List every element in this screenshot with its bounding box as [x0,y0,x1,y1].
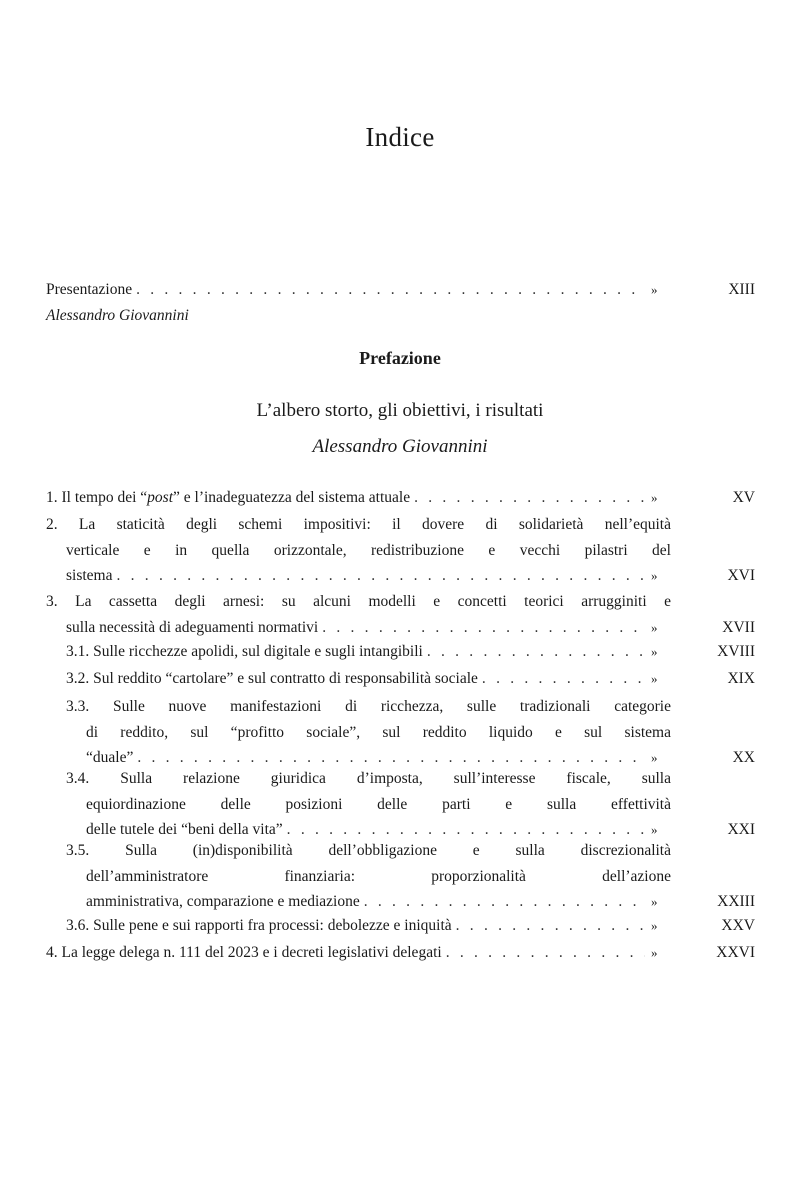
page-marker: » [651,282,658,297]
toc-entry-4[interactable] [46,940,755,966]
toc-entry-label: 4. La legge delega n. 111 del 2023 e i decreti legislativi delegati [46,944,442,961]
leader-dots [322,615,645,641]
toc-entry-label: sulla necessità di adeguamenti normativi [66,618,319,636]
toc-entry-label: 1. Il tempo dei “post” e l’inadeguatezza del sistema attuale [46,489,411,506]
toc-entry-line: verticale e in quella orizzontale, redistribuzione e vecchi pilastri del [66,541,671,559]
leader-dots [427,639,645,665]
page-marker: » [651,918,658,933]
page-marker: » [651,619,658,635]
toc-entry-label: 3.1. Sulle ricchezze apolidi, sul digitale e sugli intangibili [66,643,423,660]
page-number: XVIII [717,643,755,660]
page-number: XVI [727,567,755,584]
page-marker: » [651,568,658,583]
page-number: XXI [727,821,755,838]
page-marker: » [651,750,658,765]
page-number: XXVI [716,944,755,961]
page-number: XIX [727,670,755,687]
page-marker: » [651,490,658,505]
toc-entry-3[interactable] [46,589,755,640]
page-number: XXV [721,917,755,934]
page-number: XV [732,489,755,506]
page-number: XX [732,749,755,766]
toc-entry-line: 3.4. Sulla relazione giuridica d’imposta, sull’interesse fiscale, sulla [66,770,671,787]
essay-author: Alessandro Giovannini [312,436,488,457]
page-marker: » [651,894,658,909]
toc-entry-line: equiordinazione delle posizioni delle parti e sulla effettività [86,795,671,813]
toc-entry-label: 3.6. Sulle pene e sui rapporti fra processi: debolezze e iniquità [66,917,452,934]
toc-entry-line: 3.3. Sulle nuove manifestazioni di ricchezza, sulle tradizionali categorie [66,698,671,715]
toc-entry-3-6[interactable] [66,913,755,939]
toc-entry-label: Presentazione [46,281,133,298]
toc-entry-line: 2. La staticità degli schemi impositivi: il dovere di solidarietà nell’equità [46,516,671,533]
toc-entry-3-5[interactable] [66,838,755,915]
page-marker: » [651,671,658,686]
toc-entry-3-3[interactable] [66,694,755,771]
page-number: XIII [728,281,755,298]
page-number: XXIII [717,893,755,910]
toc-entry-line: 3.5. Sulla (in)disponibilità dell’obbligazione e sulla discrezionalità [66,842,671,859]
section-heading: Prefazione [359,348,441,368]
page-title: Indice [365,122,435,152]
toc-entry-line: dell’amministratore finanziaria: proporzionalità dell’azione [86,867,671,885]
toc-entry-label: “duale” [86,749,134,766]
leader-dots [136,277,645,303]
toc-entry-line: di reddito, sul “profitto sociale”, sul reddito liquido e sul sistema [86,723,671,741]
leader-dots [456,913,645,939]
leader-dots [364,889,645,915]
leader-dots [482,666,645,692]
toc-entry-line: 3. La cassetta degli arnesi: su alcuni modelli e concetti teorici arrugginiti e [46,593,671,610]
toc-entry-3-2[interactable] [66,666,755,692]
toc-entry-label: delle tutele dei “beni della vita” [86,821,283,838]
page-marker: » [651,822,658,837]
page-marker: » [651,945,658,960]
toc-entry-3-1[interactable] [66,639,755,665]
toc-entry-2[interactable] [46,512,755,589]
page-marker: » [651,644,658,659]
toc-entry-author: Alessandro Giovannini [46,306,189,324]
essay-title: L’albero storto, gli obiettivi, i risultati [256,400,544,421]
leader-dots [414,485,645,511]
toc-entry-1[interactable] [46,485,755,511]
leader-dots [446,940,645,966]
page-number: XVII [722,618,755,636]
leader-dots [117,563,646,589]
toc-entry-label: 3.2. Sul reddito “cartolare” e sul contratto di responsabilità sociale [66,670,478,687]
toc-entry-3-4[interactable] [66,766,755,843]
toc-entry-presentazione[interactable] [46,277,755,328]
toc-entry-label: amministrativa, comparazione e mediazione [86,893,360,910]
toc-entry-label: sistema [66,567,113,584]
